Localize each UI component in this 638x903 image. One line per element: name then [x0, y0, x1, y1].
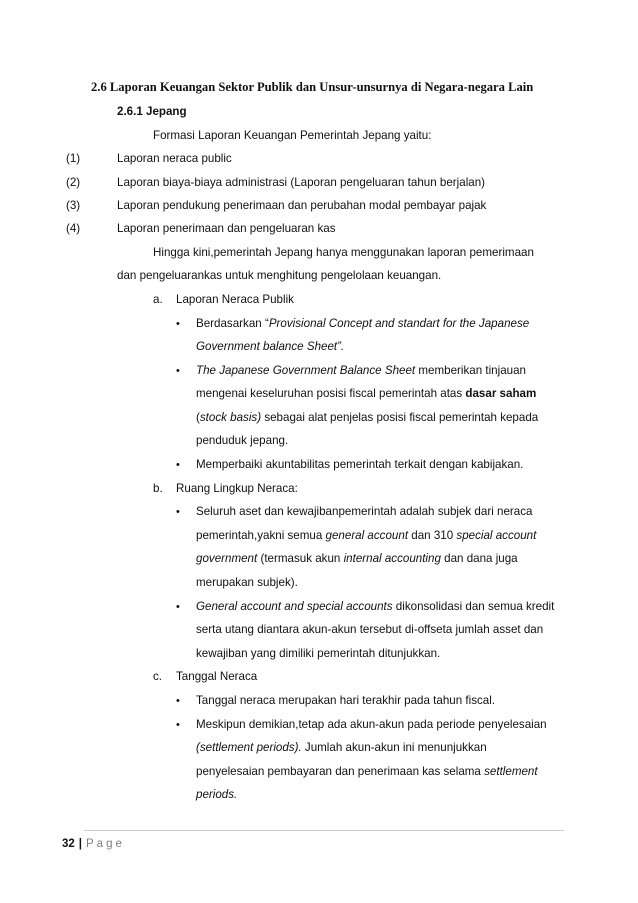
list-item-number: (1): [66, 152, 81, 165]
subitem-title-a: Laporan Neraca Publik: [176, 293, 294, 306]
bullet-text-cont: Government balance Sheet”.: [196, 340, 345, 353]
list-item-number: (3): [66, 199, 81, 212]
bullet-text-cont: penduduk jepang.: [196, 434, 289, 447]
bullet-text-cont: merupakan subjek).: [196, 576, 298, 589]
subitem-marker-a: a.: [153, 293, 163, 306]
intro-text: Formasi Laporan Keuangan Pemerintah Jepang yaitu:: [153, 129, 432, 142]
bullet-icon: •: [176, 365, 180, 377]
subitem-title-c: Tanggal Neraca: [176, 670, 258, 683]
paragraph-line: dan pengeluarankas untuk menghitung pengelolaan keuangan.: [117, 269, 442, 282]
bullet-text: Seluruh aset dan kewajibanpemerintah adalah subjek dari neraca: [196, 505, 533, 518]
page-footer: [62, 838, 125, 850]
subsection-heading: 2.6.1 Jepang: [117, 105, 187, 118]
bullet-text: The Japanese Government Balance Sheet memberikan tinjauan: [196, 364, 526, 377]
bullet-icon: •: [176, 695, 180, 707]
bullet-text-cont: pemerintah,yakni semua general account dan 310 special account: [196, 529, 537, 542]
bullet-icon: •: [176, 719, 180, 731]
list-item-number: (4): [66, 222, 81, 235]
section-heading: 2.6 Laporan Keuangan Sektor Publik dan Unsur-unsurnya di Negara-negara Lain: [91, 80, 534, 94]
bullet-text-cont: (stock basis) sebagai alat penjelas posisi fiscal pemerintah kepada: [196, 411, 539, 424]
bullet-icon: •: [176, 506, 180, 518]
subitem-marker-c: c.: [153, 670, 163, 683]
list-item: Laporan pendukung penerimaan dan perubahan modal pembayar pajak: [117, 199, 487, 212]
list-item-number: (2): [66, 176, 81, 189]
bullet-icon: •: [176, 459, 180, 471]
bullet-text: Memperbaiki akuntabilitas pemerintah terkait dengan kabijakan.: [196, 458, 524, 471]
list-item: Laporan biaya-biaya administrasi (Laporan pengeluaran tahun berjalan): [117, 176, 486, 189]
bullet-text-cont: mengenai keseluruhan posisi fiscal pemerintah atas dasar saham: [196, 387, 537, 400]
bullet-icon: •: [176, 601, 180, 613]
list-item: Laporan penerimaan dan pengeluaran kas: [117, 222, 336, 235]
paragraph-line: Hingga kini,pemerintah Jepang hanya menggunakan laporan pemerimaan: [153, 246, 534, 259]
list-item: Laporan neraca public: [117, 152, 232, 165]
page-number: 32: [62, 838, 75, 850]
bullet-text-cont: periods.: [196, 788, 238, 801]
subitem-marker-b: b.: [153, 482, 163, 495]
bullet-text-cont: serta utang diantara akun-akun tersebut di-offseta jumlah asset dan: [196, 623, 544, 636]
bullet-text: Tanggal neraca merupakan hari terakhir pada tahun fiscal.: [196, 694, 496, 707]
subitem-title-b: Ruang Lingkup Neraca:: [176, 482, 298, 495]
bullet-text: General account and special accounts dikonsolidasi dan semua kredit: [196, 600, 555, 613]
bullet-icon: •: [176, 318, 180, 330]
page-label: Page: [86, 838, 125, 850]
bullet-text-cont: government (termasuk akun internal accounting dan dana juga: [196, 552, 518, 565]
bullet-text-cont: penyelesaian pembayaran dan penerimaan kas selama settlement: [196, 765, 538, 778]
bullet-text: Berdasarkan “Provisional Concept and standart for the Japanese: [196, 317, 530, 330]
bullet-text-cont: kewajiban yang dimiliki pemerintah ditunjukkan.: [196, 647, 441, 660]
bullet-text: Meskipun demikian,tetap ada akun-akun pada periode penyelesaian: [196, 718, 547, 731]
footer-divider: [84, 830, 564, 831]
footer-separator: |: [78, 838, 83, 850]
bullet-text-cont: (settlement periods). Jumlah akun-akun ini menunjukkan: [196, 741, 487, 754]
